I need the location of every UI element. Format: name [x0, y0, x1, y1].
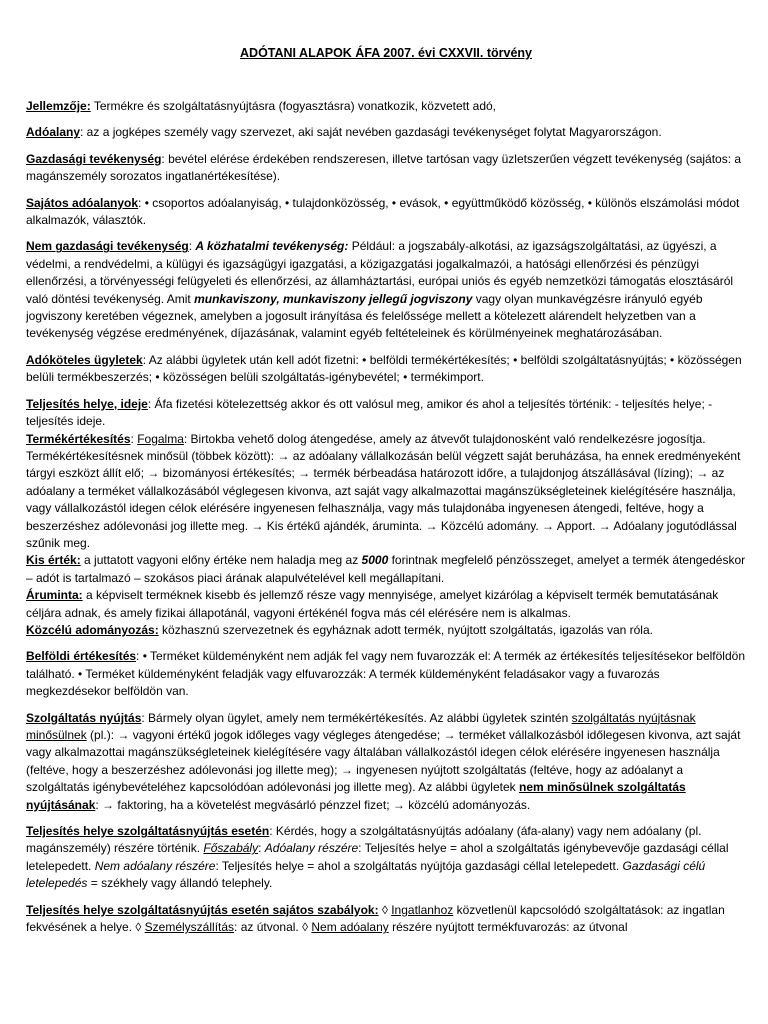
paragraph-text: : az a jogképes személy vagy szervezet, aki saját nevében gazdasági tevékenységet folytat Magyarországon. — [80, 125, 662, 140]
paragraph-text: (pl.): → vagyoni értékű jogok időleges vagy végleges átengedése; → terméket vállalkozásból időlegesen kivonva, azt saját vagy alkalmazottai magánszükségleteinek kielégítésére vagy általában vállalkozástól idegen célok elérésére ingyenesen használja (feltéve, hogy a beszerzéshez adólevonási jog illette meg); → ingyenesen nyújtott szolgáltatás (feltéve, hogy az adóalanyt a szolgáltatás igénybevételéhez kapcsolódóan adólevonási jog illette meg). Az alábbi ügyletek — [26, 728, 741, 795]
paragraph-text: : Kérdés, hogy a szolgáltatásnyújtás adóalany (áfa-alany) vagy nem adóalany (pl. magánszemély) részére történik. — [26, 824, 702, 856]
paragraph-text: : Birtokba vehető dolog átengedése, amely az átvevőt tulajdonosként való rendelkezésre jogosítja. Termékértékesítésnek minősül (többek között): → az adóalany vállalkozásán belül végzett saját beruházása, ha ennek eredményeként tárgyi eszközt állít elő; → bizományosi értékesítés; → termék bérbeadása határozott időre, a tulajdonjog átszállásával (lízing); → az adóalany a terméket vállalkozásából véglegesen kivonva, azt saját vagy alkalmazottai magánszükségleteinek kielégítésére használja, vagy vállalkozástól idegen célok elérésére ingyenesen felhasználja, vagy más tulajdonába ingyenesen átengedi, feltéve, hogy a beszerzéshez adólevonási jog illette meg. → Kis értékű ajándék, áruminta. → Közcélú adomány. → Apport. → Adóalany jogutódlással szűnik meg. — [26, 431, 741, 550]
paragraph-text: : — [130, 431, 138, 446]
paragraph-text: Ingatlanhoz — [391, 902, 454, 917]
paragraph-text: Személyszállítás — [144, 920, 235, 935]
term-heading: Adóalany — [26, 125, 81, 140]
paragraph-text: Gazdasági célú letelepedés — [26, 858, 706, 891]
term-heading: Adóköteles ügyletek — [26, 352, 143, 367]
paragraph — [26, 151, 746, 186]
document-body — [26, 98, 746, 936]
paragraph-text: = székhely vagy állandó telephely. — [87, 876, 273, 891]
paragraph-text: szolgáltatás nyújtásnak minősülnek — [26, 710, 696, 742]
term-heading: Belföldi értékesítés — [26, 649, 137, 664]
term-heading: Áruminta: — [26, 588, 83, 603]
paragraph — [26, 823, 746, 893]
paragraph-text: : Bármely olyan ügylet, amely nem termékértékesítés. Az alábbi ügyletek szintén — [141, 710, 572, 725]
paragraph-text: Például: a jogszabály-alkotási, az igazságszolgáltatási, az ügyészi, a védelmi, a rendvédelmi, a külügyi és igazságügyi igazgatási, a közigazgatási jogalkalmazói, a hatósági ellenőrzési és pénzügyi ellenőrzési, a törvényességi felügyeleti és ellenőrzési, az államháztartási, európai uniós és egyéb nemzetközi támogatás elosztásáról való döntési tevékenység. Amit — [26, 239, 734, 306]
paragraph-text: : Az alábbi ügyletek után kell adót fizetni: • belföldi termékértékesítés; • belföldi szolgáltatásnyújtás; • közösségen belüli termékbeszerzés; • közösségen belüli szolgáltatás-igénybevétel; • termékimport. — [26, 352, 742, 385]
document-title: ADÓTANI ALAPOK ÁFA 2007. évi CXXVII. törvény — [240, 46, 532, 60]
paragraph-text: Nem adóalany részére — [94, 858, 216, 873]
paragraph-text: : → faktoring, ha a követelést megvásárló pénzzel fizet; → közcélú adományozás. — [95, 797, 531, 812]
term-heading: Gazdasági tevékenység — [26, 151, 162, 166]
paragraph-text: : Teljesítés helye = ahol a szolgáltatás igénybevevője gazdasági céllal letelepedett. — [26, 841, 729, 873]
term-heading: Teljesítés helye, ideje — [26, 396, 148, 411]
paragraph-text: vagy olyan munkavégzésre irányuló egyéb jogviszony keretében végeznek, amelyben a jogosult irányítása és felelőssége mellett a kötelezett alárendelt helyzetben van a tevékenység végzése eredményének, díjazásának, valamint egyéb feltételeinek és körülményeinek meghatározásában. — [26, 291, 703, 341]
paragraph — [26, 195, 746, 230]
paragraph-text: közhasznú szervezetnek és egyháznak adott termék, nyújtott szolgáltatás, igazolás van róla. — [158, 622, 653, 637]
paragraph-text: : — [258, 841, 265, 856]
paragraph — [26, 622, 746, 639]
term-heading: Termékértékesítés — [26, 431, 131, 446]
paragraph — [26, 98, 746, 115]
paragraph-text: Főszabály — [203, 841, 259, 856]
paragraph-text: : bevétel elérése érdekében rendszeresen, illetve tartósan vagy üzletszerűen végzett tevékenység (sajátos: a magánszemély sorozatos ingatlanértékesítése). — [26, 151, 742, 184]
paragraph-text: : — [188, 239, 196, 254]
paragraph — [26, 552, 746, 587]
paragraph-text: Adóalany részére — [264, 841, 359, 856]
paragraph-text: munkaviszony, munkaviszony jellegű jogviszony — [194, 291, 473, 306]
term-heading: Nem gazdasági tevékenység — [26, 239, 189, 254]
paragraph — [26, 352, 746, 387]
paragraph-text: A közhatalmi tevékenység: — [195, 239, 349, 254]
term-heading: Szolgáltatás nyújtás — [26, 710, 142, 725]
paragraph — [26, 238, 746, 342]
paragraph-text: : Teljesítés helye = ahol a szolgáltatás nyújtója gazdasági céllal letelepedett. — [215, 858, 623, 873]
paragraph-text: : • csoportos adóalanyiság, • tulajdonközösség, • evások, • együttműködő közösség, • különös elszámolási módot alkalmazók, választók. — [26, 195, 740, 228]
paragraph-text: ◊ — [378, 902, 392, 917]
term-heading: Jellemzője: — [26, 99, 91, 113]
paragraph-text: a juttatott vagyoni előny értéke nem haladja meg az — [80, 553, 362, 568]
paragraph-text: : Áfa fizetési kötelezettség akkor és ott valósul meg, amikor és ahol a teljesítés történik: - teljesítés helye; - teljesítés ideje. — [26, 396, 713, 429]
paragraph-text: Fogalma — [137, 431, 184, 446]
paragraph-text: a képviselt terméknek kisebb és jellemző része vagy mennyisége, amelyet kizárólag a képviselt termék bemutatásának céljára adnak, és amely fizikai állapotánál, vagyoni értékénél fogva más cél elérésére nem is alkalmas. — [26, 588, 719, 620]
paragraph — [26, 587, 746, 622]
paragraph-text: Termékre és szolgáltatásnyújtásra (fogyasztásra) vonatkozik, közvetett adó, — [90, 99, 497, 113]
term-heading: Sajátos adóalanyok — [26, 195, 139, 210]
term-heading: Kis érték: — [26, 553, 81, 568]
paragraph-text: Nem adóalany — [311, 920, 389, 935]
paragraph — [26, 648, 746, 700]
paragraph — [26, 431, 746, 553]
paragraph-text: forintnak megfelelő pénzösszeget, amelyet a termék átengedéskor – adót is tartalmazó – szokásos piaci árának alapulvételével kell megállapítani. — [26, 553, 746, 585]
paragraph-text: : az útvonal. ◊ — [234, 920, 312, 935]
paragraph-text: közvetlenül kapcsolódó szolgáltatások: az ingatlan fekvésének a helye. ◊ — [26, 902, 725, 935]
paragraph — [26, 902, 746, 937]
paragraph-text: részére nyújtott termékfuvarozás: az útvonal — [388, 920, 628, 935]
term-heading: nem minősülnek szolgáltatás nyújtásának — [26, 780, 686, 812]
paragraph-text: 5000 — [361, 553, 389, 568]
document-page — [26, 46, 746, 945]
term-heading: Teljesítés helye szolgáltatásnyújtás esetén — [26, 824, 270, 839]
paragraph-text: : • Terméket küldeményként nem adják fel vagy nem fuvarozzák el: A termék az értékesítés teljesítésekor belföldön található. • Terméket küldeményként feladják vagy elfuvarozzák: A termék küldeményként feladásakor vagy a fuvarozás megkezdésekor belföldön van. — [26, 649, 745, 699]
paragraph — [26, 710, 746, 814]
term-heading: Közcélú adományozás: — [26, 622, 159, 637]
paragraph — [26, 124, 746, 141]
term-heading: Teljesítés helye szolgáltatásnyújtás esetén sajátos szabályok: — [26, 902, 379, 917]
paragraph — [26, 396, 746, 431]
